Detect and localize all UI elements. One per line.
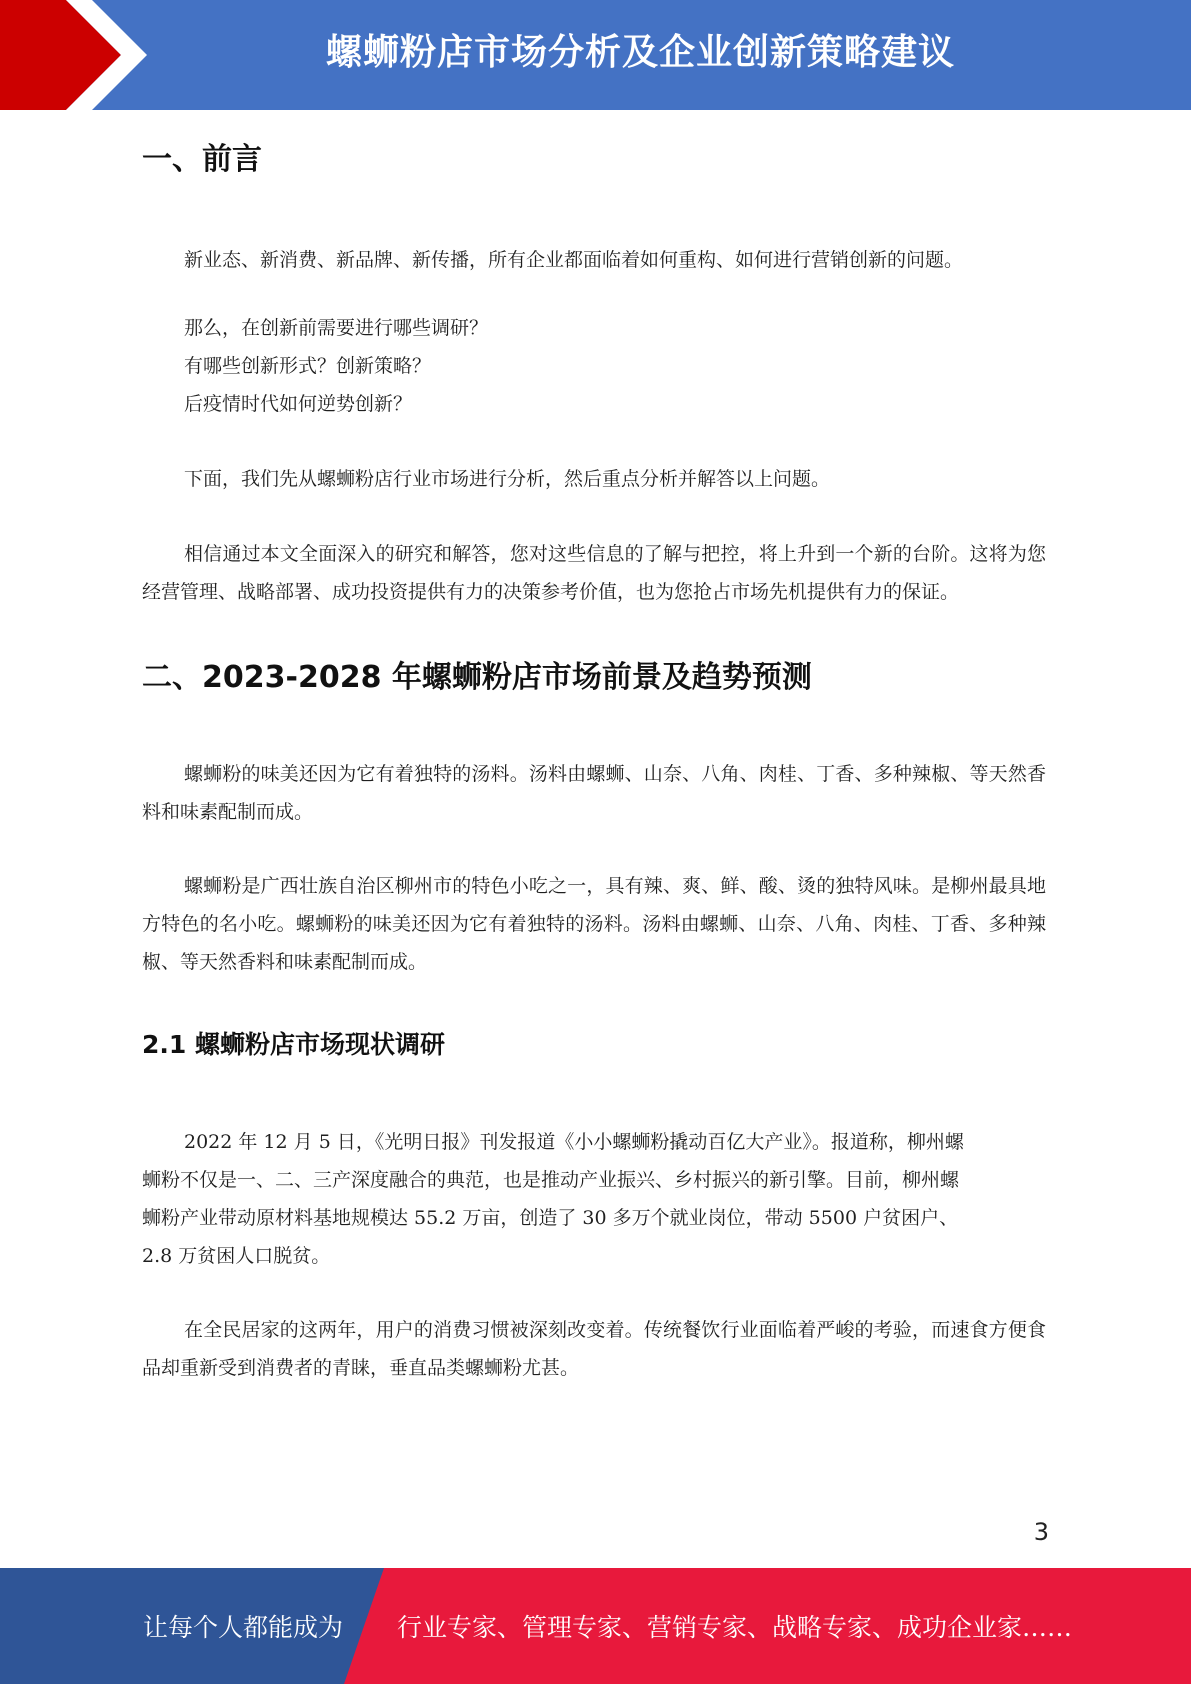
- footer-banner: [0, 1568, 1191, 1684]
- consumer-habit-paragraph: 在全民居家的这两年，用户的消费习惯被深刻改变着。传统餐饮行业面临着严峻的考验，而速食方便食品却重新受到消费者的青睐，垂直品类螺蛳粉尤甚。: [142, 1319, 1046, 1379]
- news-line: 2022 年 12 月 5 日，《光明日报》刊发报道《小小螺蛳粉撬动百亿大产业》。报道称，柳州螺: [184, 1131, 964, 1153]
- flavor-paragraph-1: 螺蛳粉的味美还因为它有着独特的汤料。汤料由螺蛳、山奈、八角、肉桂、丁香、多种辣椒、等天然香料和味素配制而成。: [142, 763, 1046, 823]
- news-line: 蛳粉产业带动原材料基地规模达 55.2 万亩，创造了 30 多万个就业岗位，带动 5500 户贫困户、: [142, 1207, 959, 1229]
- header-banner: [0, 0, 1191, 110]
- question-line: 有哪些创新形式？创新策略？: [184, 355, 432, 377]
- section-heading-market-outlook: 二、2023-2028 年螺蛳粉店市场前景及趋势预测: [142, 660, 812, 695]
- page-number: 3: [1033, 1518, 1049, 1546]
- news-line: 2.8 万贫困人口脱贫。: [142, 1245, 331, 1267]
- footer-roles: 行业专家、管理专家、营销专家、战略专家、成功企业家……: [397, 1613, 1073, 1642]
- document-body: [142, 110, 1046, 1387]
- news-line: 蛳粉不仅是一、二、三产深度融合的典范，也是推动产业振兴、乡村振兴的新引擎。目前，柳州螺: [142, 1169, 960, 1191]
- news-paragraph: [142, 1123, 1046, 1275]
- preface-intro-paragraph: 新业态、新消费、新品牌、新传播，所有企业都面临着如何重构、如何进行营销创新的问题。: [184, 249, 964, 271]
- document-title: 螺蛳粉店市场分析及企业创新策略建议: [325, 32, 955, 73]
- preface-next-paragraph: 下面，我们先从螺蛳粉店行业市场进行分析，然后重点分析并解答以上问题。: [184, 468, 831, 490]
- subsection-heading-market-status: 2.1 螺蛳粉店市场现状调研: [142, 1030, 445, 1059]
- flavor-paragraph-2: 螺蛳粉是广西壮族自治区柳州市的特色小吃之一，具有辣、爽、鲜、酸、烫的独特风味。是柳州最具地方特色的名小吃。螺蛳粉的味美还因为它有着独特的汤料。汤料由螺蛳、山奈、八角、肉桂、丁香、多种辣椒、等天然香料和味素配制而成。: [142, 875, 1046, 973]
- question-line: 后疫情时代如何逆势创新？: [184, 393, 413, 415]
- preface-trust-paragraph: 相信通过本文全面深入的研究和解答，您对这些信息的了解与把控，将上升到一个新的台阶。这将为您经营管理、战略部署、成功投资提供有力的决策参考价值，也为您抢占市场先机提供有力的保证。: [142, 543, 1046, 603]
- section-heading-preface: 一、前言: [142, 142, 262, 177]
- preface-questions: [142, 309, 1046, 423]
- header-chevron-decoration: [0, 0, 150, 110]
- question-line: 那么，在创新前需要进行哪些调研？: [184, 317, 489, 339]
- footer-slogan: 让每个人都能成为: [143, 1613, 344, 1642]
